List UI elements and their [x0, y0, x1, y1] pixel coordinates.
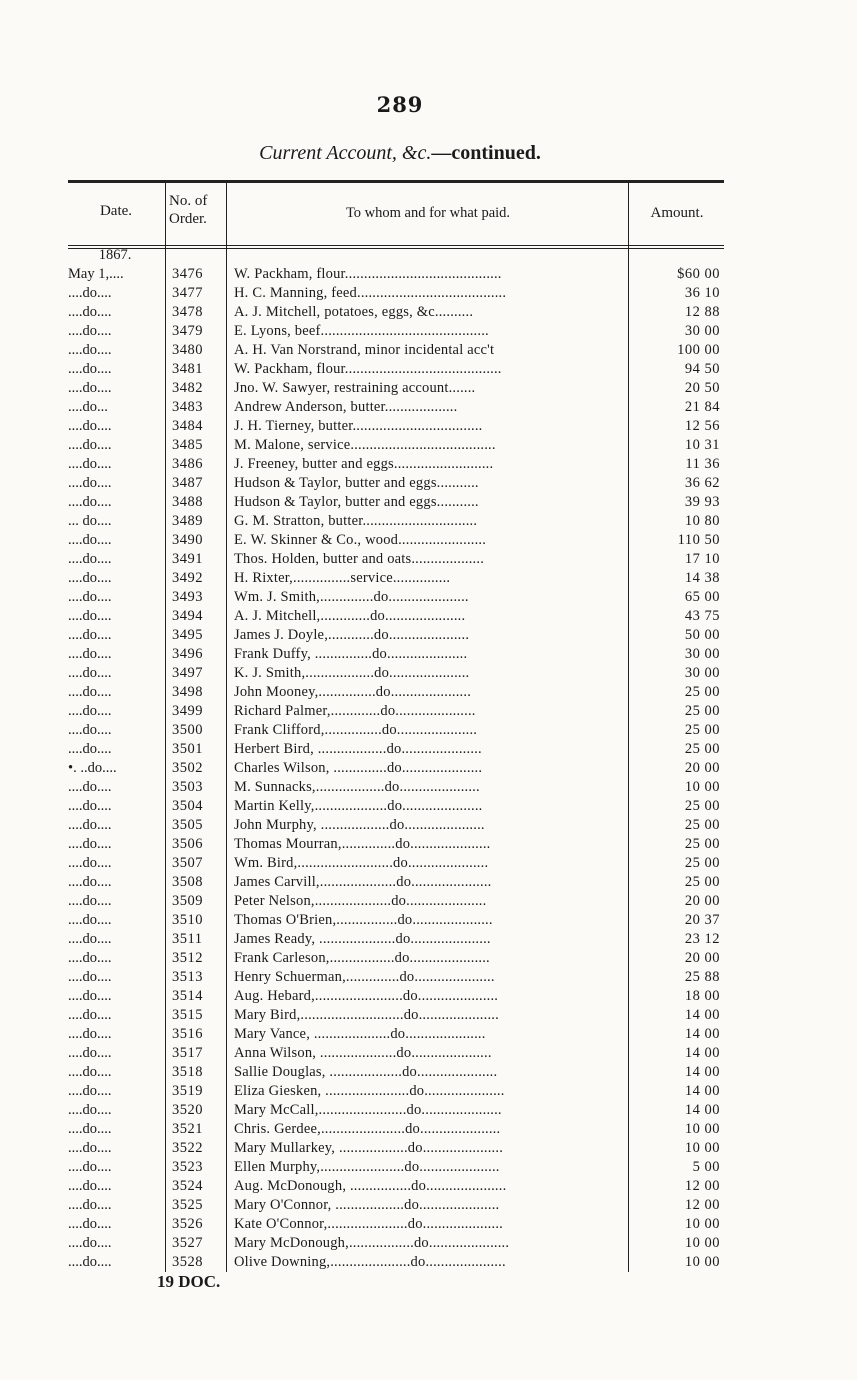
row-amount: 36 10 [684, 285, 720, 301]
row-amount: 25 00 [684, 741, 720, 757]
row-order-number: 3510 [172, 912, 203, 928]
row-date: ....do.... [68, 665, 112, 681]
row-date: ....do.... [68, 285, 112, 301]
row-date: ....do.... [68, 1064, 112, 1080]
row-date: ....do.... [68, 1178, 112, 1194]
row-amount: 94 50 [684, 361, 720, 377]
row-date: ....do.... [68, 532, 112, 548]
row-amount: 10 00 [684, 779, 720, 795]
row-order-number: 3508 [172, 874, 203, 890]
row-payee: Jno. W. Sawyer, restraining account....... [234, 380, 476, 396]
row-amount: 10 00 [684, 1121, 720, 1137]
table-row [68, 588, 724, 607]
row-date: ....do.... [68, 1254, 112, 1270]
row-date: ....do.... [68, 1140, 112, 1156]
row-date: ....do.... [68, 418, 112, 434]
row-order-number: 3528 [172, 1254, 203, 1270]
table-row [68, 835, 724, 854]
row-amount: 25 00 [684, 722, 720, 738]
row-order-number: 3512 [172, 950, 203, 966]
column-header-order [167, 192, 227, 228]
row-payee: A. J. Mitchell,.............do..................... [234, 608, 466, 624]
row-amount: 14 00 [684, 1064, 720, 1080]
row-order-number: 3496 [172, 646, 203, 662]
row-date: ....do.... [68, 969, 112, 985]
row-amount: 39 93 [684, 494, 720, 510]
row-amount: 25 00 [684, 817, 720, 833]
row-date: ....do.... [68, 494, 112, 510]
row-order-number: 3495 [172, 627, 203, 643]
row-amount: 65 00 [684, 589, 720, 605]
table-row [68, 1025, 724, 1044]
row-order-number: 3492 [172, 570, 203, 586]
row-amount: 12 00 [684, 1178, 720, 1194]
row-payee: Mary McDonough,.................do..................... [234, 1235, 510, 1251]
row-payee: Richard Palmer,.............do..................... [234, 703, 476, 719]
row-order-number: 3504 [172, 798, 203, 814]
row-order-number: 3494 [172, 608, 203, 624]
row-order-number: 3523 [172, 1159, 203, 1175]
row-date: ....do.... [68, 342, 112, 358]
row-payee: Thos. Holden, butter and oats................... [234, 551, 485, 567]
row-amount: 25 00 [684, 798, 720, 814]
row-date: ....do.... [68, 361, 112, 377]
row-amount: 50 00 [684, 627, 720, 643]
row-order-number: 3506 [172, 836, 203, 852]
row-amount: 10 31 [684, 437, 720, 453]
row-date: ....do.... [68, 779, 112, 795]
row-payee: W. Packham, flour......................................... [234, 266, 502, 282]
page-number: 289 [376, 92, 424, 117]
row-date: ....do.... [68, 1007, 112, 1023]
row-date: ....do.... [68, 893, 112, 909]
row-order-number: 3521 [172, 1121, 203, 1137]
table-row [68, 1139, 724, 1158]
row-date: ....do.... [68, 912, 112, 928]
row-amount: 21 84 [684, 399, 720, 415]
row-payee: Frank Clifford,...............do..................... [234, 722, 478, 738]
row-order-number: 3491 [172, 551, 203, 567]
row-date: ... do.... [68, 513, 112, 529]
row-date: ....do.... [68, 437, 112, 453]
row-payee: James Carvill,....................do..................... [234, 874, 492, 890]
row-amount: 14 00 [684, 1026, 720, 1042]
table-row [68, 892, 724, 911]
table-row [68, 607, 724, 626]
row-date: ....do.... [68, 551, 112, 567]
row-payee: M. Malone, service...................................... [234, 437, 496, 453]
row-payee: Peter Nelson,....................do..................... [234, 893, 487, 909]
row-order-number: 3501 [172, 741, 203, 757]
table-row [68, 816, 724, 835]
header-rule-double [68, 248, 724, 249]
row-date: •. ..do.... [68, 760, 117, 776]
row-order-number: 3527 [172, 1235, 203, 1251]
row-amount: 30 00 [684, 646, 720, 662]
row-amount: 25 00 [684, 836, 720, 852]
table-row [68, 569, 724, 588]
column-header-order-line2: Order. [169, 211, 207, 227]
row-order-number: 3503 [172, 779, 203, 795]
row-order-number: 3517 [172, 1045, 203, 1061]
table-row [68, 436, 724, 455]
row-order-number: 3490 [172, 532, 203, 548]
row-amount: 20 50 [684, 380, 720, 396]
row-payee: Olive Downing,.....................do..................... [234, 1254, 506, 1270]
row-order-number: 3484 [172, 418, 203, 434]
title-continued: —continued. [431, 142, 541, 164]
document-footer: 19 DOC. [157, 1272, 221, 1291]
column-header-date: Date. [99, 203, 133, 219]
row-amount: 25 00 [684, 703, 720, 719]
row-amount: 14 00 [684, 1102, 720, 1118]
table-row [68, 778, 724, 797]
row-order-number: 3486 [172, 456, 203, 472]
row-order-number: 3482 [172, 380, 203, 396]
row-payee: M. Sunnacks,..................do..................... [234, 779, 480, 795]
row-date: ....do.... [68, 798, 112, 814]
row-amount: 10 00 [684, 1235, 720, 1251]
row-date: ....do.... [68, 1102, 112, 1118]
row-payee: H. C. Manning, feed....................................... [234, 285, 507, 301]
row-order-number: 3479 [172, 323, 203, 339]
row-order-number: 3519 [172, 1083, 203, 1099]
row-payee: Aug. Hebard,.......................do..................... [234, 988, 499, 1004]
row-amount: 17 10 [684, 551, 720, 567]
row-amount: 18 00 [684, 988, 720, 1004]
row-payee: Mary Mullarkey, ..................do..................... [234, 1140, 504, 1156]
row-order-number: 3514 [172, 988, 203, 1004]
row-order-number: 3497 [172, 665, 203, 681]
row-amount: 14 00 [684, 1007, 720, 1023]
table-row [68, 626, 724, 645]
row-payee: Aug. McDonough, ................do..................... [234, 1178, 507, 1194]
table-row [68, 664, 724, 683]
row-amount: 20 00 [684, 950, 720, 966]
row-order-number: 3507 [172, 855, 203, 871]
row-payee: Thomas Mourran,..............do..................... [234, 836, 491, 852]
row-payee: Sallie Douglas, ...................do..................... [234, 1064, 498, 1080]
row-amount: 14 00 [684, 1045, 720, 1061]
table-row [68, 531, 724, 550]
row-payee: W. Packham, flour......................................... [234, 361, 502, 377]
row-date: ....do.... [68, 1026, 112, 1042]
row-payee: Hudson & Taylor, butter and eggs........... [234, 475, 479, 491]
row-amount: 43 75 [684, 608, 720, 624]
row-amount: $60 00 [677, 266, 720, 282]
row-date: ....do.... [68, 1235, 112, 1251]
table-row [68, 493, 724, 512]
table-row [68, 1158, 724, 1177]
row-date: ....do.... [68, 646, 112, 662]
row-payee: J. Freeney, butter and eggs.......................... [234, 456, 494, 472]
row-payee: G. M. Stratton, butter.............................. [234, 513, 478, 529]
row-order-number: 3522 [172, 1140, 203, 1156]
row-amount: 20 37 [684, 912, 720, 928]
row-date: ....do.... [68, 722, 112, 738]
row-date: ....do.... [68, 475, 112, 491]
row-date: ....do.... [68, 627, 112, 643]
row-amount: 14 00 [684, 1083, 720, 1099]
table-row [68, 740, 724, 759]
row-payee: Frank Carleson,.................do..................... [234, 950, 490, 966]
row-amount: 100 00 [677, 342, 720, 358]
row-order-number: 3493 [172, 589, 203, 605]
table-row [68, 702, 724, 721]
row-date: ....do.... [68, 703, 112, 719]
header-rule [68, 245, 724, 246]
row-payee: Mary Vance, ....................do..................... [234, 1026, 486, 1042]
row-amount: 10 00 [684, 1216, 720, 1232]
table-row [68, 854, 724, 873]
table-row [68, 930, 724, 949]
table-row [68, 949, 724, 968]
row-payee: Mary Bird,...........................do..................... [234, 1007, 499, 1023]
row-date: ....do.... [68, 855, 112, 871]
row-order-number: 3525 [172, 1197, 203, 1213]
row-date: ....do.... [68, 1121, 112, 1137]
row-amount: 36 62 [684, 475, 720, 491]
table-top-rule [68, 180, 724, 183]
row-order-number: 3509 [172, 893, 203, 909]
table-row [68, 1234, 724, 1253]
row-payee: Frank Duffy, ...............do..................... [234, 646, 468, 662]
column-header-order-line1: No. of [169, 193, 208, 209]
table-body [68, 265, 724, 1272]
row-date: ....do.... [68, 589, 112, 605]
row-order-number: 3498 [172, 684, 203, 700]
account-table [68, 180, 724, 1272]
row-order-number: 3518 [172, 1064, 203, 1080]
row-amount: 12 56 [684, 418, 720, 434]
row-date: ....do.... [68, 931, 112, 947]
row-payee: H. Rixter,...............service............... [234, 570, 451, 586]
table-row [68, 398, 724, 417]
row-date: ....do.... [68, 570, 112, 586]
row-date: ....do.... [68, 323, 112, 339]
row-payee: Kate O'Connor,.....................do..................... [234, 1216, 503, 1232]
row-payee: E. W. Skinner & Co., wood....................... [234, 532, 487, 548]
row-payee: Wm. Bird,.........................do..................... [234, 855, 489, 871]
row-payee: Martin Kelly,...................do..................... [234, 798, 483, 814]
row-payee: A. H. Van Norstrand, minor incidental acc't [234, 342, 495, 358]
row-amount: 10 80 [684, 513, 720, 529]
title-italic: Current Account, &c. [259, 142, 432, 164]
row-amount: 25 88 [684, 969, 720, 985]
row-order-number: 3476 [172, 266, 203, 282]
row-payee: John Murphy, ..................do..................... [234, 817, 485, 833]
row-payee: A. J. Mitchell, potatoes, eggs, &c.......... [234, 304, 474, 320]
table-row [68, 1253, 724, 1272]
row-date: ....do.... [68, 456, 112, 472]
row-payee: K. J. Smith,..................do..................... [234, 665, 470, 681]
row-date: ....do.... [68, 988, 112, 1004]
table-row [68, 873, 724, 892]
table-row [68, 265, 724, 284]
table-row [68, 1082, 724, 1101]
table-row [68, 968, 724, 987]
row-date: ....do.... [68, 1216, 112, 1232]
row-date: ....do.... [68, 874, 112, 890]
row-date: ....do.... [68, 1083, 112, 1099]
table-row [68, 303, 724, 322]
table-row [68, 1177, 724, 1196]
row-date: ....do.... [68, 836, 112, 852]
table-row [68, 322, 724, 341]
row-amount: 25 00 [684, 855, 720, 871]
row-payee: Thomas O'Brien,................do..................... [234, 912, 493, 928]
row-date: May 1,.... [68, 266, 124, 282]
row-date: ....do... [68, 399, 108, 415]
table-row [68, 911, 724, 930]
row-date: ....do.... [68, 380, 112, 396]
row-amount: 14 38 [684, 570, 720, 586]
table-row [68, 987, 724, 1006]
row-amount: 25 00 [684, 874, 720, 890]
table-row [68, 797, 724, 816]
row-amount: 11 36 [685, 456, 720, 472]
table-row [68, 1063, 724, 1082]
row-order-number: 3488 [172, 494, 203, 510]
table-row [68, 1215, 724, 1234]
row-order-number: 3483 [172, 399, 203, 415]
row-payee: Wm. J. Smith,..............do..................... [234, 589, 469, 605]
row-date: ....do.... [68, 950, 112, 966]
row-order-number: 3526 [172, 1216, 203, 1232]
table-row [68, 759, 724, 778]
row-payee: Charles Wilson, ..............do..................... [234, 760, 483, 776]
table-row [68, 550, 724, 569]
row-payee: James Ready, ....................do..................... [234, 931, 491, 947]
table-row [68, 455, 724, 474]
row-date: ....do.... [68, 1197, 112, 1213]
row-payee: Ellen Murphy,......................do..................... [234, 1159, 500, 1175]
table-row [68, 379, 724, 398]
row-amount: 5 00 [692, 1159, 720, 1175]
row-amount: 110 50 [677, 532, 720, 548]
row-order-number: 3502 [172, 760, 203, 776]
row-amount: 12 00 [684, 1197, 720, 1213]
table-row [68, 1044, 724, 1063]
table-row [68, 284, 724, 303]
row-amount: 20 00 [684, 893, 720, 909]
row-payee: Andrew Anderson, butter................... [234, 399, 458, 415]
row-payee: Henry Schuerman,..............do..................... [234, 969, 495, 985]
row-payee: Hudson & Taylor, butter and eggs........... [234, 494, 479, 510]
row-order-number: 3505 [172, 817, 203, 833]
row-amount: 20 00 [684, 760, 720, 776]
row-order-number: 3500 [172, 722, 203, 738]
row-payee: Anna Wilson, ....................do..................... [234, 1045, 492, 1061]
row-date: ....do.... [68, 608, 112, 624]
row-amount: 10 00 [684, 1140, 720, 1156]
row-date: ....do.... [68, 304, 112, 320]
row-order-number: 3511 [172, 931, 203, 947]
row-date: ....do.... [68, 741, 112, 757]
row-order-number: 3485 [172, 437, 203, 453]
row-order-number: 3520 [172, 1102, 203, 1118]
row-payee: E. Lyons, beef............................................ [234, 323, 489, 339]
table-row [68, 1006, 724, 1025]
row-date: ....do.... [68, 1159, 112, 1175]
table-row [68, 417, 724, 436]
row-order-number: 3524 [172, 1178, 203, 1194]
column-header-payee: To whom and for what paid. [345, 205, 511, 221]
row-amount: 25 00 [684, 684, 720, 700]
column-header-amount: Amount. [650, 205, 704, 221]
row-order-number: 3477 [172, 285, 203, 301]
row-order-number: 3516 [172, 1026, 203, 1042]
row-order-number: 3481 [172, 361, 203, 377]
row-amount: 30 00 [684, 323, 720, 339]
table-row [68, 721, 724, 740]
page-title [0, 140, 800, 165]
row-amount: 12 88 [684, 304, 720, 320]
table-row [68, 360, 724, 379]
row-amount: 30 00 [684, 665, 720, 681]
row-order-number: 3499 [172, 703, 203, 719]
row-payee: J. H. Tierney, butter.................................. [234, 418, 483, 434]
row-order-number: 3478 [172, 304, 203, 320]
row-payee: James J. Doyle,............do..................... [234, 627, 470, 643]
row-amount: 23 12 [684, 931, 720, 947]
row-date: ....do.... [68, 684, 112, 700]
row-payee: Chris. Gerdee,......................do..................... [234, 1121, 501, 1137]
table-row [68, 645, 724, 664]
table-row [68, 512, 724, 531]
table-row [68, 683, 724, 702]
table-row [68, 474, 724, 493]
row-amount: 10 00 [684, 1254, 720, 1270]
row-order-number: 3487 [172, 475, 203, 491]
row-payee: Eliza Giesken, ......................do..................... [234, 1083, 505, 1099]
row-payee: Mary O'Connor, ..................do..................... [234, 1197, 500, 1213]
table-row [68, 1196, 724, 1215]
year-label: 1867. [98, 247, 132, 263]
row-order-number: 3489 [172, 513, 203, 529]
table-row [68, 341, 724, 360]
table-row [68, 1101, 724, 1120]
row-date: ....do.... [68, 1045, 112, 1061]
row-order-number: 3480 [172, 342, 203, 358]
row-payee: John Mooney,...............do..................... [234, 684, 472, 700]
row-order-number: 3515 [172, 1007, 203, 1023]
row-payee: Herbert Bird, ..................do..................... [234, 741, 482, 757]
table-row [68, 1120, 724, 1139]
row-payee: Mary McCall,.......................do..................... [234, 1102, 502, 1118]
row-date: ....do.... [68, 817, 112, 833]
row-order-number: 3513 [172, 969, 203, 985]
